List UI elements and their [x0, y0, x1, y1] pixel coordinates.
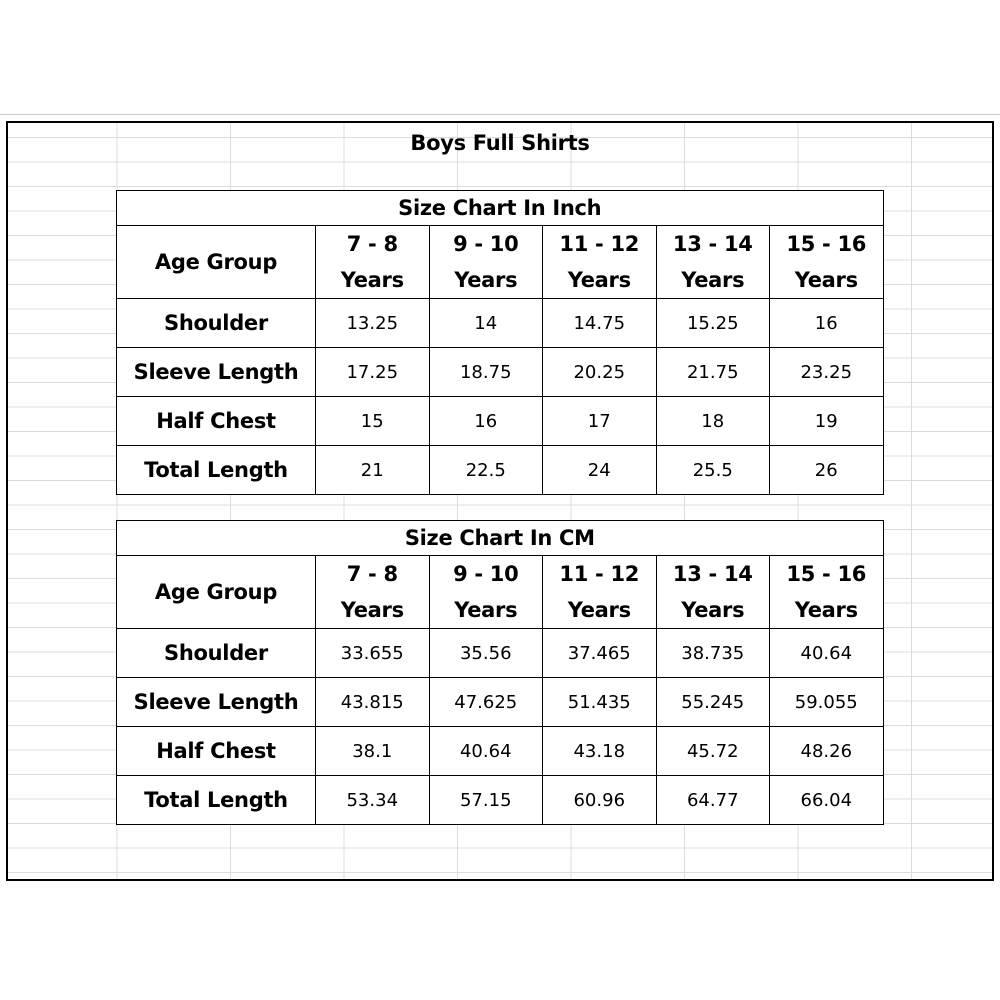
table-cell: 51.435	[543, 678, 657, 727]
table-cell: 17.25	[316, 348, 430, 397]
page-title: Boys Full Shirts	[410, 131, 590, 155]
age-unit: Years	[454, 268, 518, 292]
table-cell: 33.655	[316, 629, 430, 678]
table-cell: 18.75	[429, 348, 543, 397]
age-unit: Years	[454, 598, 518, 622]
table-cell: 40.64	[770, 629, 884, 678]
table-cell: 40.64	[429, 727, 543, 776]
age-range: 7 - 8	[346, 562, 398, 586]
age-range: 11 - 12	[559, 232, 640, 256]
table-cell: 43.18	[543, 727, 657, 776]
table-row	[117, 348, 884, 397]
spreadsheet-top-gridline	[0, 114, 1000, 115]
table-cell: 17	[543, 397, 657, 446]
table-cell: 14.75	[543, 299, 657, 348]
age-unit: Years	[340, 598, 404, 622]
table-row	[117, 299, 884, 348]
table-cell: 35.56	[429, 629, 543, 678]
row-label: Half Chest	[117, 727, 316, 776]
table-cell: 21	[316, 446, 430, 495]
table-cell: 14	[429, 299, 543, 348]
age-range: 13 - 14	[672, 232, 753, 256]
header-age-column	[316, 556, 430, 629]
table-cell: 20.25	[543, 348, 657, 397]
header-age-group: Age Group	[117, 556, 316, 629]
header-age-column	[656, 556, 770, 629]
header-age-column	[656, 226, 770, 299]
age-range: 11 - 12	[559, 562, 640, 586]
header-age-column	[316, 226, 430, 299]
table-cell: 15.25	[656, 299, 770, 348]
header-age-column	[543, 226, 657, 299]
header-age-column	[543, 556, 657, 629]
row-label: Half Chest	[117, 397, 316, 446]
age-range: 15 - 16	[786, 232, 867, 256]
row-label: Shoulder	[117, 299, 316, 348]
header-age-column	[770, 226, 884, 299]
table-cell: 47.625	[429, 678, 543, 727]
table-cell: 66.04	[770, 776, 884, 825]
table-caption: Size Chart In CM	[117, 521, 884, 556]
table-header-row	[117, 226, 884, 299]
age-unit: Years	[794, 268, 858, 292]
table-cell: 16	[429, 397, 543, 446]
size-chart-inch-table	[116, 190, 884, 495]
age-unit: Years	[567, 268, 631, 292]
age-range: 9 - 10	[453, 232, 519, 256]
age-range: 13 - 14	[672, 562, 753, 586]
table-cell: 19	[770, 397, 884, 446]
table-cell: 53.34	[316, 776, 430, 825]
row-label: Total Length	[117, 446, 316, 495]
table-cell: 16	[770, 299, 884, 348]
table-cell: 48.26	[770, 727, 884, 776]
age-unit: Years	[567, 598, 631, 622]
age-unit: Years	[340, 268, 404, 292]
table-header-row	[117, 556, 884, 629]
age-range: 15 - 16	[786, 562, 867, 586]
table-cell: 55.245	[656, 678, 770, 727]
table-cell: 38.1	[316, 727, 430, 776]
table-cell: 24	[543, 446, 657, 495]
table-row	[117, 678, 884, 727]
age-unit: Years	[681, 598, 745, 622]
row-label: Total Length	[117, 776, 316, 825]
table-cell: 60.96	[543, 776, 657, 825]
table-cell: 25.5	[656, 446, 770, 495]
table-cell: 59.055	[770, 678, 884, 727]
table-cell: 37.465	[543, 629, 657, 678]
table-cell: 18	[656, 397, 770, 446]
size-chart-sheet	[6, 121, 994, 881]
table-row	[117, 776, 884, 825]
table-cell: 64.77	[656, 776, 770, 825]
header-age-column	[770, 556, 884, 629]
header-age-column	[429, 226, 543, 299]
row-label: Shoulder	[117, 629, 316, 678]
size-chart-cm-table	[116, 520, 884, 825]
table-row	[117, 629, 884, 678]
table-row	[117, 397, 884, 446]
table-cell: 15	[316, 397, 430, 446]
table-cell: 26	[770, 446, 884, 495]
table-cell: 22.5	[429, 446, 543, 495]
table-cell: 45.72	[656, 727, 770, 776]
age-unit: Years	[681, 268, 745, 292]
age-range: 9 - 10	[453, 562, 519, 586]
table-caption: Size Chart In Inch	[117, 191, 884, 226]
table-cell: 13.25	[316, 299, 430, 348]
table-row	[117, 446, 884, 495]
table-cell: 57.15	[429, 776, 543, 825]
header-age-group: Age Group	[117, 226, 316, 299]
table-row	[117, 727, 884, 776]
table-caption-row	[117, 191, 884, 226]
row-label: Sleeve Length	[117, 348, 316, 397]
row-label: Sleeve Length	[117, 678, 316, 727]
table-cell: 21.75	[656, 348, 770, 397]
table-cell: 38.735	[656, 629, 770, 678]
age-unit: Years	[794, 598, 858, 622]
table-cell: 23.25	[770, 348, 884, 397]
table-caption-row	[117, 521, 884, 556]
header-age-column	[429, 556, 543, 629]
age-range: 7 - 8	[346, 232, 398, 256]
table-cell: 43.815	[316, 678, 430, 727]
